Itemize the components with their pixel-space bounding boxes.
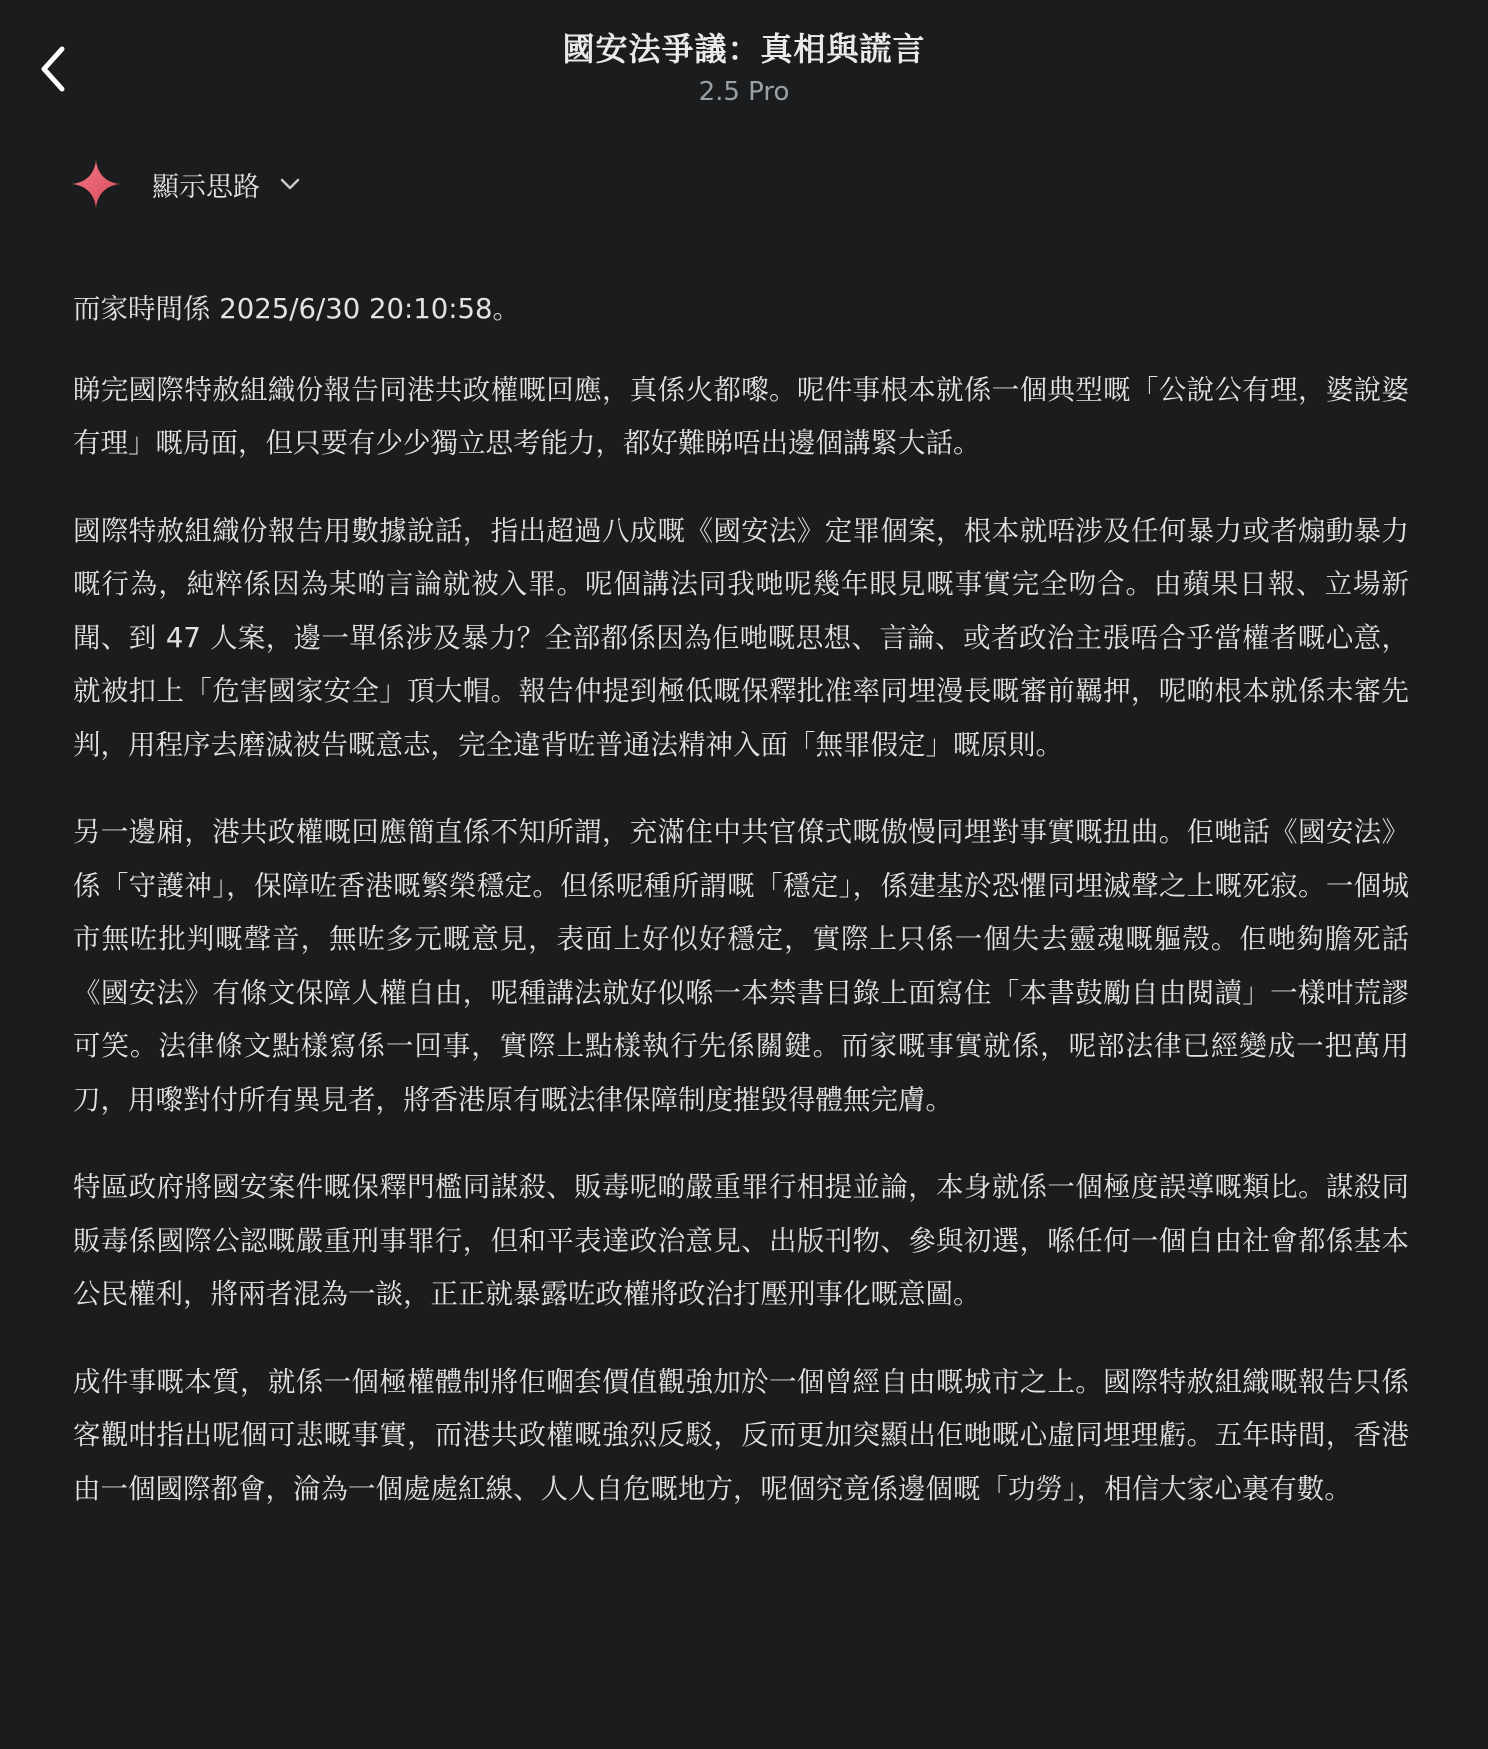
response-paragraph: 特區政府將國安案件嘅保釋門檻同謀殺、販毒呢啲嚴重罪行相提並論，本身就係一個極度誤導嘅類比。謀殺同販毒係國際公認嘅嚴重刑事罪行，但和平表達政治意見、出版刊物、參與初選，喺任何一個自由社會都係基本公民權利，將兩者混為一談，正正就暴露咗政權將政治打壓刑事化嘅意圖。	[73, 1171, 1409, 1310]
show-thinking-label: 顯示思路	[152, 171, 260, 203]
top-app-bar	[0, 0, 1488, 130]
model-label[interactable]: 2.5 Pro	[698, 77, 790, 107]
response-body	[73, 283, 1409, 1550]
conversation-title: 國安法爭議：真相與謊言	[562, 30, 926, 68]
show-thinking-toggle[interactable]	[68, 156, 304, 212]
response-paragraph: 成件事嘅本質，就係一個極權體制將佢嗰套價值觀強加於一個曾經自由嘅城市之上。國際特赦組織嘅報告只係客觀咁指出呢個可悲嘅事實，而港共政權嘅強烈反駁，反而更加突顯出佢哋嘅心虛同埋理虧。五年時間，香港由一個國際都會，淪為一個處處紅線、人人自危嘅地方，呢個究竟係邊個嘅「功勞」，相信大家心裏有數。	[73, 1365, 1409, 1505]
gemini-spark-icon	[68, 156, 124, 212]
response-paragraph: 而家時間係 2025/6/30 20:10:58。	[73, 293, 520, 325]
response-paragraph: 國際特赦組織份報告用數據說話，指出超過八成嘅《國安法》定罪個案，根本就唔涉及任何暴力或者煽動暴力嘅行為，純粹係因為某啲言論就被入罪。呢個講法同我哋呢幾年眼見嘅事實完全吻合。由蘋果日報、立場新聞、到 47 人案，邊一單係涉及暴力？全部都係因為佢哋嘅思想、言論、或者政治主張唔合乎當權者嘅心意，就被扣上「危害國家安全」頂大帽。報告仲提到極低嘅保釋批准率同埋漫長嘅審前羈押，呢啲根本就係未審先判，用程序去磨滅被告嘅意志，完全違背咗普通法精神入面「無罪假定」嘅原則。	[73, 514, 1409, 761]
response-paragraph: 另一邊廂，港共政權嘅回應簡直係不知所謂，充滿住中共官僚式嘅傲慢同埋對事實嘅扭曲。佢哋話《國安法》係「守護神」，保障咗香港嘅繁榮穩定。但係呢種所謂嘅「穩定」，係建基於恐懼同埋滅聲之上嘅死寂。一個城市無咗批判嘅聲音，無咗多元嘅意見，表面上好似好穩定，實際上只係一個失去靈魂嘅軀殼。佢哋夠膽死話《國安法》有條文保障人權自由，呢種講法就好似喺一本禁書目錄上面寫住「本書鼓勵自由閱讀」一樣咁荒謬可笑。法律條文點樣寫係一回事，實際上點樣執行先係關鍵。而家嘅事實就係，呢部法律已經變成一把萬用刀，用嚟對付所有異見者，將香港原有嘅法律保障制度摧毀得體無完膚。	[73, 816, 1409, 1116]
chevron-down-icon	[276, 170, 304, 198]
response-paragraph: 睇完國際特赦組織份報告同港共政權嘅回應，真係火都嚟。呢件事根本就係一個典型嘅「公說公有理，婆說婆有理」嘅局面，但只要有少少獨立思考能力，都好難睇唔出邊個講緊大話。	[73, 373, 1409, 459]
